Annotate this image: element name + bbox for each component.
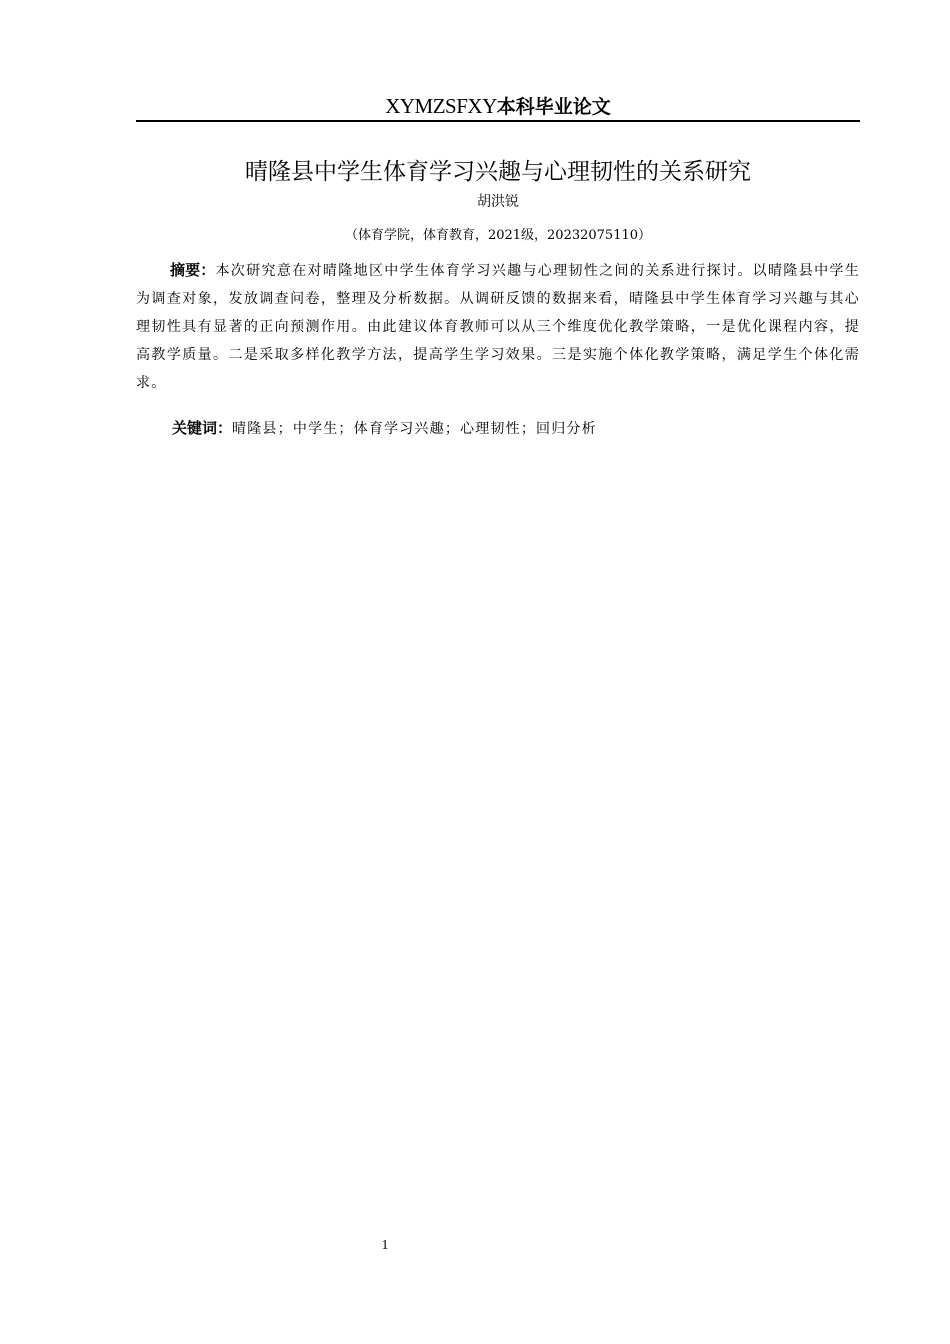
header-code: XYMZSFXY: [385, 94, 497, 118]
header-label: 本科毕业论文: [496, 96, 611, 118]
page-number: 1: [381, 1238, 389, 1253]
running-header: [136, 92, 860, 122]
paper-author: 胡洪锐: [477, 194, 519, 210]
keywords-text: 晴隆县；中学生；体育学习兴趣；心理韧性；回归分析: [232, 421, 597, 437]
paper-title: 晴隆县中学生体育学习兴趣与心理韧性的关系研究: [245, 159, 751, 185]
abstract-text: 本次研究意在对晴隆地区中学生体育学习兴趣与心理韧性之间的关系进行探讨。以晴隆县中学生为调查对象，发放调查问卷，整理及分析数据。从调研反馈的数据来看，晴隆县中学生体育学习兴趣与其心理韧性具有显著的正向预测作用。由此建议体育教师可以从三个维度优化教学策略，一是优化课程内容，提高教学质量。二是采取多样化教学方法，提高学生学习效果。三是实施个体化教学策略，满足学生个体化需求。: [136, 263, 860, 391]
abstract-paragraph: [136, 256, 860, 397]
paper-affiliation: （体育学院，体育教育，2021级，20232075110）: [344, 228, 652, 243]
keywords-line: [172, 414, 862, 443]
keywords-label: 关键词：: [172, 419, 233, 437]
abstract-label: 摘要：: [170, 261, 216, 279]
